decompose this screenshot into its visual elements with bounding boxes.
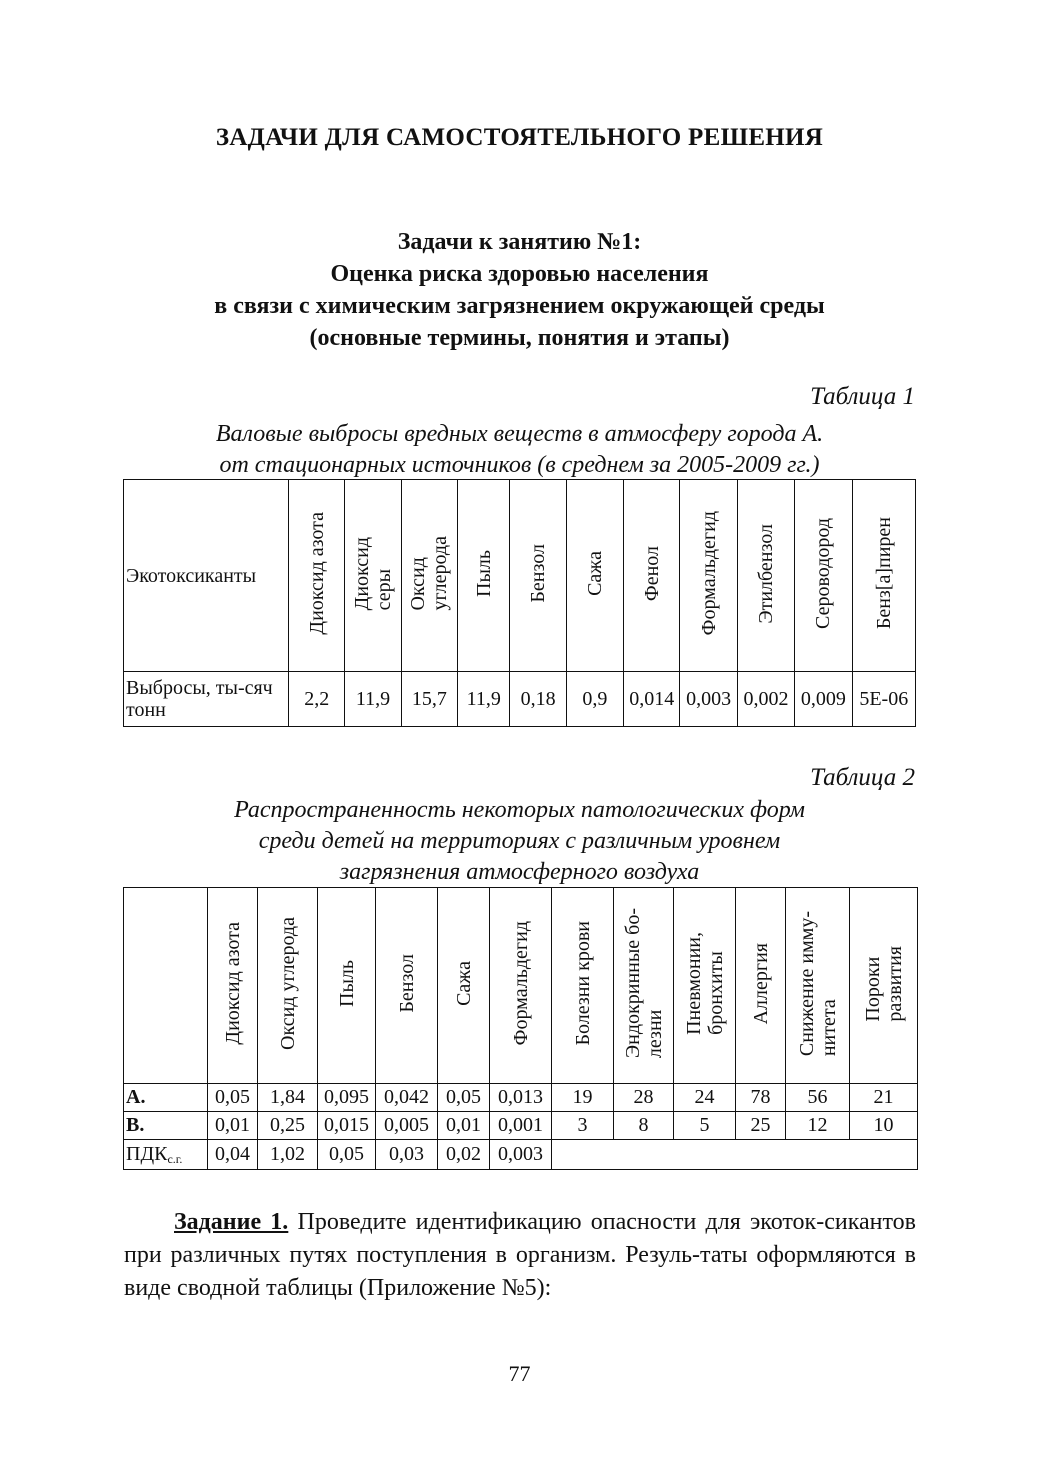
column-header-text: Этилбензол <box>754 523 777 624</box>
column-header-wrap <box>438 961 489 1010</box>
table1-caption <box>0 419 1039 481</box>
table-row <box>124 1084 918 1112</box>
table-cell: 11,9 <box>345 672 401 727</box>
lesson-heading-line: Оценка риска здоровью населения <box>330 261 709 287</box>
column-header-text: Пневмонии, бронхиты <box>682 932 727 1035</box>
task-text: Проведите идентификацию опасности для экоток-сикантов при различных путях поступления в организм. Резуль-таты оформляются в виде сводной таблицы (Приложение №5): <box>124 1209 916 1301</box>
table-cell: 0,095 <box>318 1084 376 1112</box>
lesson-heading <box>0 226 1039 354</box>
table-cell: 0,002 <box>737 672 794 727</box>
table-cell: 0,05 <box>208 1084 258 1112</box>
column-header-text: Снижение имму- нитета <box>795 910 840 1057</box>
column-header-wrap <box>208 922 257 1049</box>
table-header-cell <box>786 888 850 1084</box>
table-cell: 1,84 <box>258 1084 318 1112</box>
table-header-cell <box>490 888 552 1084</box>
column-header-wrap <box>567 551 623 600</box>
table-cell: 10 <box>850 1112 918 1140</box>
table2-label: Таблица 2 <box>810 764 915 791</box>
column-header-text: Эндокринные бо- лезни <box>621 908 666 1059</box>
column-header-text: Болезни крови <box>571 921 594 1046</box>
table-cell: 0,18 <box>510 672 566 727</box>
page-number: 77 <box>508 1361 531 1386</box>
column-header-text: Пыль <box>472 550 495 597</box>
table-cell: 56 <box>786 1084 850 1112</box>
table2-caption-line: Распространенность некоторых патологических форм <box>234 797 805 823</box>
table-cell: 0,015 <box>318 1112 376 1140</box>
pathology-table <box>123 887 918 1170</box>
table-corner-cell <box>124 888 208 1084</box>
table-cell: 0,014 <box>624 672 680 727</box>
column-header-wrap <box>552 921 613 1050</box>
table-cell: 5Е-06 <box>852 672 915 727</box>
table-cell: 0,05 <box>318 1140 376 1170</box>
column-header-text: Фенол <box>640 545 663 602</box>
table-header-cell <box>674 888 736 1084</box>
table1-label: Таблица 1 <box>810 383 915 410</box>
table-row <box>124 672 916 727</box>
pdk-label-cell <box>124 1140 208 1170</box>
column-header-wrap <box>458 550 509 601</box>
table-header-cell <box>289 480 345 672</box>
column-header-text: Сажа <box>452 961 475 1006</box>
column-header-text: Аллергия <box>749 942 772 1025</box>
table-header-cell <box>624 480 680 672</box>
table-cell: 21 <box>850 1084 918 1112</box>
table-header-row <box>124 888 918 1084</box>
table-header-cell <box>737 480 794 672</box>
table-header-cell <box>852 480 915 672</box>
column-header-wrap <box>402 536 457 615</box>
pdk-label: ПДК <box>126 1142 168 1165</box>
column-header-text: Бензол <box>395 954 418 1013</box>
column-header-wrap <box>318 960 375 1011</box>
table-header-cell <box>614 888 674 1084</box>
table-cell: 0,042 <box>376 1084 438 1112</box>
table-cell: 19 <box>552 1084 614 1112</box>
table-cell: 0,02 <box>438 1140 490 1170</box>
column-header-text: Сероводород <box>812 518 835 629</box>
table-header-cell <box>438 888 490 1084</box>
column-header-text: Сажа <box>583 551 606 596</box>
table-cell: 0,013 <box>490 1084 552 1112</box>
column-header-text: Пыль <box>335 960 358 1007</box>
table-header-cell <box>736 888 786 1084</box>
table-cell: 0,03 <box>376 1140 438 1170</box>
column-header-wrap <box>736 943 785 1028</box>
column-header-text: Формальдегид <box>509 921 532 1046</box>
table-header-cell <box>458 480 510 672</box>
column-header-wrap <box>786 911 849 1060</box>
table-header-cell <box>552 888 614 1084</box>
table-row-label: В. <box>124 1112 208 1140</box>
lesson-heading-line: в связи с химическим загрязнением окружающей среды <box>214 293 825 319</box>
table2-caption-line: среди детей на территориях с различным уровнем <box>258 828 781 854</box>
table-cell: 0,05 <box>438 1084 490 1112</box>
column-header-wrap <box>674 932 735 1039</box>
table-cell: 1,02 <box>258 1140 318 1170</box>
column-header-text: Бенз[а]пирен <box>872 517 895 630</box>
table-cell: 0,009 <box>795 672 852 727</box>
column-header-wrap <box>614 908 673 1062</box>
column-header-wrap <box>795 518 851 633</box>
table-cell: 0,9 <box>566 672 623 727</box>
table-row <box>124 1112 918 1140</box>
table-header-cell <box>850 888 918 1084</box>
emissions-table <box>123 479 916 727</box>
pdk-subscript: с.г. <box>167 1151 183 1166</box>
column-header-text: Диоксид азота <box>221 922 244 1045</box>
table-cell: 24 <box>674 1084 736 1112</box>
table-cell: 0,005 <box>376 1112 438 1140</box>
table-header-cell <box>208 888 258 1084</box>
column-header-text: Пороки развития <box>861 945 906 1022</box>
table-cell: 8 <box>614 1112 674 1140</box>
table-header-cell <box>680 480 737 672</box>
table-header-cell <box>345 480 401 672</box>
column-header-text: Диоксид азота <box>305 512 328 635</box>
table-header-cell <box>510 480 566 672</box>
table-cell: 0,001 <box>490 1112 552 1140</box>
table-row <box>124 1140 918 1170</box>
column-header-wrap <box>680 511 736 639</box>
table-cell: 15,7 <box>401 672 457 727</box>
table-cell: 11,9 <box>458 672 510 727</box>
table-cell: 3 <box>552 1112 614 1140</box>
table-header-cell <box>258 888 318 1084</box>
table-header-cell <box>376 888 438 1084</box>
column-header-text: Диоксид серы <box>351 536 396 611</box>
column-header-wrap <box>853 517 915 633</box>
column-header-text: Оксид углерода <box>276 917 299 1050</box>
column-header-wrap <box>510 544 565 607</box>
table-header-cell <box>566 480 623 672</box>
column-header-wrap <box>258 917 317 1054</box>
table-cell: 0,003 <box>680 672 737 727</box>
table-row-label: А. <box>124 1084 208 1112</box>
task-label: Задание 1. <box>174 1209 289 1235</box>
column-header-wrap <box>289 512 344 639</box>
table1-caption-line: от стационарных источников (в среднем за 2005-2009 гг.) <box>219 452 820 478</box>
column-header-wrap <box>345 537 400 614</box>
table-cell: 0,25 <box>258 1112 318 1140</box>
lesson-heading-line: Задачи к занятию №1: <box>397 229 642 255</box>
column-header-text: Оксид углерода <box>407 536 452 611</box>
column-header-wrap <box>738 524 794 628</box>
column-header-wrap <box>624 546 679 605</box>
column-header-wrap <box>490 921 551 1049</box>
table-cell: 0,04 <box>208 1140 258 1170</box>
task-paragraph <box>124 1206 916 1305</box>
table2-caption <box>0 795 1039 888</box>
lesson-heading-line: (основные термины, понятия и этапы) <box>309 325 730 351</box>
table-cell: 0,003 <box>490 1140 552 1170</box>
table-header-cell <box>401 480 457 672</box>
table-row-label: Выбросы, ты-сяч тонн <box>124 672 289 727</box>
column-header-text: Бензол <box>527 544 550 603</box>
page-title: ЗАДАЧИ ДЛЯ САМОСТОЯТЕЛЬНОГО РЕШЕНИЯ <box>215 124 824 151</box>
column-header-text: Формальдегид <box>697 511 720 636</box>
table-cell: 12 <box>786 1112 850 1140</box>
table-empty-cell <box>552 1140 918 1170</box>
column-header-wrap <box>376 954 437 1017</box>
table-cell: 5 <box>674 1112 736 1140</box>
table-cell: 0,01 <box>438 1112 490 1140</box>
table-cell: 25 <box>736 1112 786 1140</box>
table-cell: 28 <box>614 1084 674 1112</box>
column-header-wrap <box>850 946 917 1026</box>
table-header-cell <box>795 480 852 672</box>
table-header-cell <box>318 888 376 1084</box>
table-cell: 2,2 <box>289 672 345 727</box>
table2-caption-line: загрязнения атмосферного воздуха <box>339 859 700 885</box>
table-header-cell: Экотоксиканты <box>124 480 289 672</box>
table1-caption-line: Валовые выбросы вредных веществ в атмосферу города А. <box>215 421 824 447</box>
table-cell: 78 <box>736 1084 786 1112</box>
table-cell: 0,01 <box>208 1112 258 1140</box>
table-header-row <box>124 480 916 672</box>
